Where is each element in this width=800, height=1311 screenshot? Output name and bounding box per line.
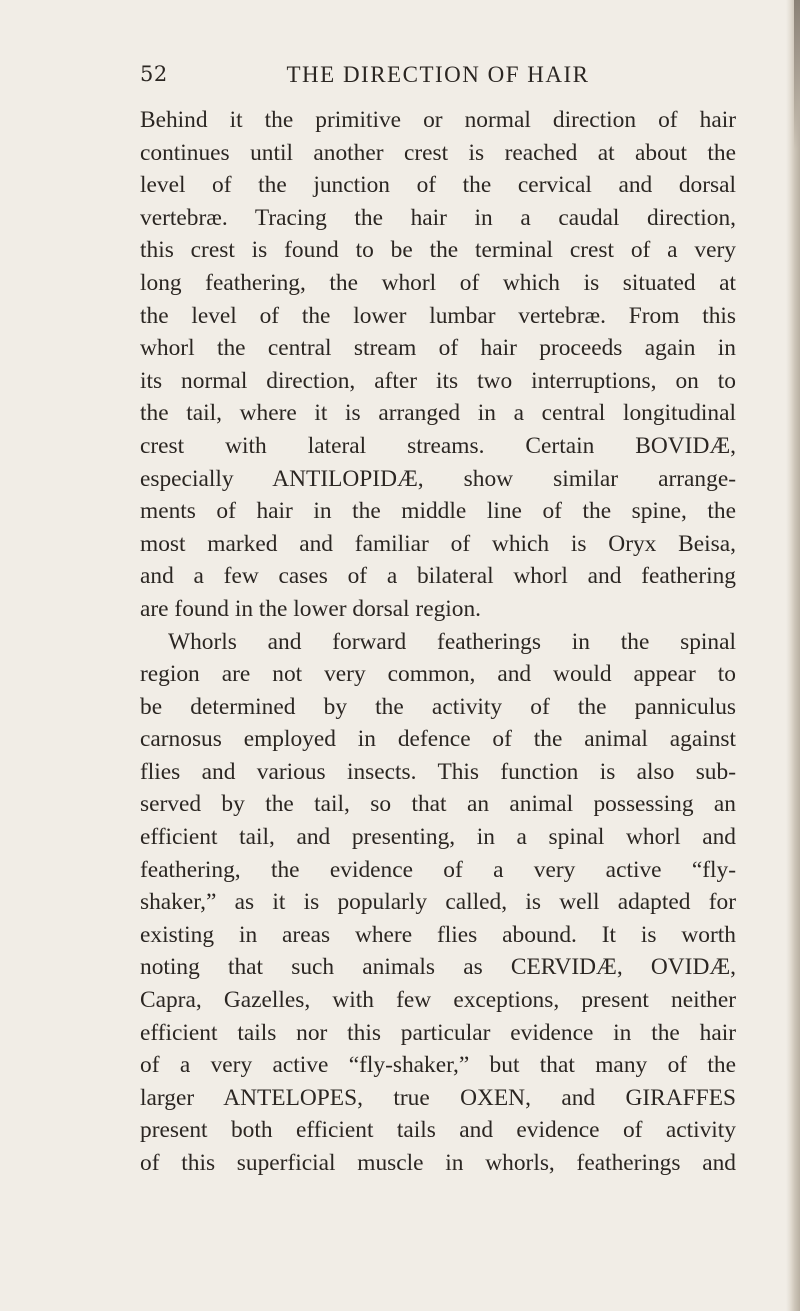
running-head [140,62,736,94]
page-edge-dark-corner [794,0,800,150]
text-line-paragraph-start: Whorls and forward featherings in the spinal [168,628,736,655]
text-line: the level of the lower lumbar vertebræ. From this [140,302,736,329]
page-number: 52 [140,62,168,86]
text-line: ments of hair in the middle line of the spine, the [140,498,736,525]
text-line: of a very active “fly-shaker,” but that many of the [140,1052,736,1079]
text-line: Capra, Gazelles, with few exceptions, present neither [140,987,736,1014]
text-line: flies and various insects. This function is also sub- [140,758,736,785]
text-line: present both efficient tails and evidence of activity [140,1117,736,1144]
text-line: existing in areas where flies abound. It is worth [140,921,736,948]
text-line: noting that such animals as CERVIDÆ, OVIDÆ, [140,954,736,981]
text-line: efficient tail, and presenting, in a spinal whorl and [140,824,736,851]
text-line: long feathering, the whorl of which is situated at [140,269,736,296]
text-line: shaker,” as it is popularly called, is well adapted for [140,889,736,916]
text-line: vertebræ. Tracing the hair in a caudal direction, [140,204,736,231]
text-line: feathering, the evidence of a very active “fly- [140,856,736,883]
text-line: crest with lateral streams. Certain BOVIDÆ, [140,432,736,459]
running-title: THE DIRECTION OF HAIR [286,62,590,87]
text-line: especially ANTILOPIDÆ, show similar arrange- [140,465,736,492]
text-line: larger ANTELOPES, true OXEN, and GIRAFFES [140,1084,736,1111]
text-line: whorl the central stream of hair proceeds again in [140,335,736,362]
text-line: carnosus employed in defence of the animal against [140,726,736,753]
text-line: level of the junction of the cervical and dorsal [140,172,736,199]
text-line: this crest is found to be the terminal crest of a very [140,237,736,264]
text-line: region are not very common, and would appear to [140,661,736,688]
text-line: Behind it the primitive or normal direction of hair [140,107,736,133]
text-line: efficient tails nor this particular evidence in the hair [140,1019,736,1046]
text-line: served by the tail, so that an animal possessing an [140,791,736,818]
text-line: its normal direction, after its two interruptions, on to [140,367,736,394]
text-line: and a few cases of a bilateral whorl and feathering [140,563,736,590]
text-line: of this superficial muscle in whorls, featherings and [140,1150,736,1176]
page-edge-shadow [786,0,800,1311]
text-line: most marked and familiar of which is Oryx Beisa, [140,530,736,557]
text-line: be determined by the activity of the panniculus [140,693,736,720]
text-line-paragraph-end: are found in the lower dorsal region. [140,595,482,622]
text-line: continues until another crest is reached at about the [140,139,736,166]
text-line: the tail, where it is arranged in a central longitudinal [140,400,736,427]
body-text [140,104,736,1180]
